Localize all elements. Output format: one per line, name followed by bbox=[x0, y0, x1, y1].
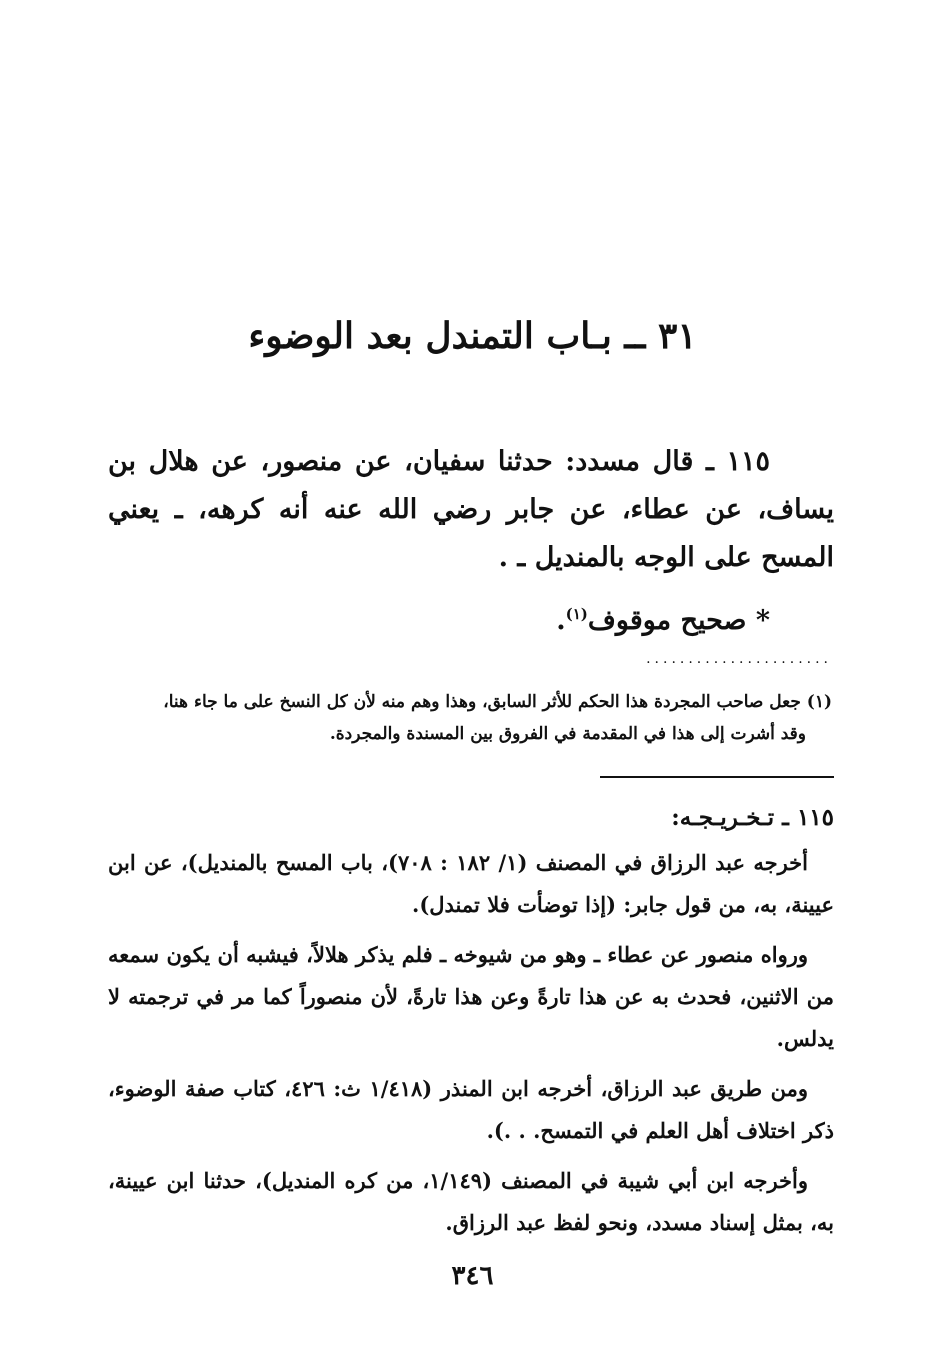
takhrij-paragraph: وأخرجه ابن أبي شيبة في المصنف (١/١٤٩، من كره المنديل)، حدثنا ابن عيينة، به، بمثل إسناد مسدد، ونحو لفظ عبد الرزاق. bbox=[108, 1168, 834, 1235]
verdict-text: * صحيح موقوف bbox=[587, 605, 770, 636]
footnote bbox=[110, 686, 832, 750]
takhrij-paragraph: ورواه منصور عن عطاء ـ وهو من شيوخه ـ فلم يذكر هلالاً، فيشبه أن يكون سمعه من الاثنين، فحدث به عن هذا تارةً وعن هذا تارةً، لأن منصوراً كما مر في ترجمته لا يدلس. bbox=[108, 942, 834, 1051]
footnote-line: (١) جعل صاحب المجردة هذا الحكم للأثر السابق، وهذا وهم منه لأن كل النسخ على ما جاء هنا، bbox=[163, 692, 832, 712]
hadith-text: ١١٥ ـ قال مسدد: حدثنا سفيان، عن منصور، عن هلال بن يساف، عن عطاء، عن جابر رضي الله عنه أنه كرهه، ـ يعني المسح على الوجه بالمنديل ـ . bbox=[108, 446, 834, 573]
dotted-separator: ...................... bbox=[646, 652, 832, 666]
verdict-end: . bbox=[556, 605, 566, 636]
takhrij-paragraph: أخرجه عبد الرزاق في المصنف (١/ ١٨٢ : ٧٠٨)، باب المسح بالمنديل)، عن ابن عيينة، به، من قول جابر: (إذا توضأت فلا تمندل). bbox=[108, 850, 834, 917]
footnote-line: وقد أشرت إلى هذا في المقدمة في الفروق بين المسندة والمجردة. bbox=[329, 724, 806, 744]
hadith-verdict bbox=[440, 592, 770, 643]
takhrij-paragraph: ومن طريق عبد الرزاق، أخرجه ابن المنذر (١/٤١٨ ث: ٤٢٦، كتاب صفة الوضوء، ذكر اختلاف أهل العلم في التمسح. . .). bbox=[108, 1076, 834, 1143]
footnote-reference: (١) bbox=[565, 605, 588, 623]
page-number: ٣٤٦ bbox=[451, 1261, 494, 1291]
chapter-title: ٣١ ــ بـاب التمندل بعد الوضوء bbox=[248, 315, 697, 357]
takhrij-body bbox=[108, 842, 834, 1252]
takhrij-heading: ١١٥ ـ تـخـريـجـه: bbox=[671, 804, 834, 831]
section-divider bbox=[600, 776, 834, 778]
